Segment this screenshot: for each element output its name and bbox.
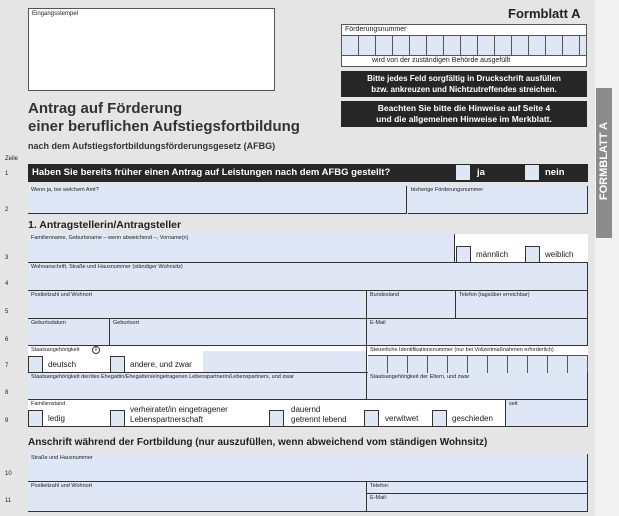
row-number: 1 — [5, 171, 9, 177]
wohnanschrift-label: Wohnanschrift, Straße und Hausnummer (ständiger Wohnsitz) — [31, 264, 183, 270]
row-number: 3 — [5, 255, 9, 261]
steuer-id-label: Steuerliche Identifikationsnummer (nur bei Vollzeitmaßnahmen erforderlich) — [370, 347, 554, 353]
verwitwet-checkbox[interactable] — [364, 410, 379, 427]
geburtsort-label: Geburtsort — [113, 320, 139, 326]
row-number: 5 — [5, 309, 9, 315]
deutsch-label: deutsch — [48, 360, 77, 369]
nein-checkbox[interactable] — [525, 165, 539, 180]
side-tab-bar — [596, 88, 612, 238]
bisherige-foerderungsnummer-field[interactable] — [408, 186, 588, 214]
instruction-1-line-1: Bitte jedes Feld sorgfältig in Druckschrift ausfüllen — [367, 74, 561, 83]
email-field[interactable] — [367, 319, 588, 346]
seit-field[interactable] — [505, 400, 588, 427]
email-label: E-Mail — [370, 320, 386, 326]
geburtsort-field[interactable] — [110, 319, 367, 346]
geschieden-label: geschieden — [452, 414, 493, 423]
row-number: 4 — [5, 281, 9, 287]
getrennt-label-line-2: getrennt lebend — [291, 415, 347, 424]
maennlich-checkbox[interactable] — [456, 246, 471, 263]
staatsang-ehegatte-label: Staatsangehörigkeit der/des Ehegattin/Ehegatten/eingetragenen Lebenspartnerin/Lebenspartners, und zwar — [31, 374, 294, 380]
verheiratet-label-line-1: verheiratet/in eingetragener — [130, 405, 228, 414]
side-tab — [595, 0, 619, 516]
instruction-box-2 — [341, 101, 587, 127]
geburtsdatum-field[interactable] — [28, 319, 110, 346]
staatsang-eltern-label: Staatsangehörigkeit der Eltern, und zwar — [370, 374, 470, 380]
getrennt-checkbox[interactable] — [269, 410, 284, 427]
row-number: 8 — [5, 390, 9, 396]
row-number: 2 — [5, 207, 9, 213]
andere-staatsangehoerigkeit-input[interactable] — [203, 351, 367, 373]
staatsang-eltern-field[interactable] — [367, 373, 588, 400]
fortbildung-strasse-field[interactable] — [28, 454, 588, 482]
instruction-1-line-2: bzw. ankreuzen und Nichtzutreffendes streichen. — [371, 85, 557, 94]
zeile-label: Zeile — [5, 156, 19, 162]
weiblich-checkbox[interactable] — [525, 246, 540, 263]
instruction-2-line-1: Beachten Sie bitte die Hinweise auf Seite 4 — [377, 103, 551, 113]
geburtsdatum-label: Geburtsdatum — [31, 320, 66, 326]
fortbildung-telefon-field[interactable] — [367, 482, 588, 494]
plz-wohnort-label: Postleitzahl und Wohnort — [31, 292, 93, 298]
behoerde-note: wird von der zuständigen Behörde ausgefüllt — [372, 57, 511, 64]
fortbildung-email-field[interactable] — [367, 494, 588, 512]
verheiratet-label-line-2: Lebenspartnerschaft — [130, 415, 203, 424]
info-icon[interactable] — [92, 346, 100, 354]
row-number: 10 — [5, 471, 12, 477]
geschieden-checkbox[interactable] — [432, 410, 447, 427]
row-number: 6 — [5, 337, 9, 343]
amt-field[interactable] — [28, 186, 407, 214]
section-1-title: 1. Antragstellerin/Antragsteller — [28, 219, 182, 231]
plz-wohnort-field[interactable] — [28, 291, 367, 319]
steuer-id-cells[interactable] — [368, 355, 588, 373]
fortbildung-strasse-label: Straße und Hausnummer — [31, 455, 93, 461]
staatsang-ehegatte-field[interactable] — [28, 373, 367, 400]
amt-label: Wenn ja, bei welchem Amt? — [31, 187, 99, 193]
info-icon-glyph: i — [95, 347, 97, 353]
fortbildung-telefon-label: Telefon: — [370, 483, 390, 489]
verheiratet-checkbox[interactable] — [110, 410, 125, 427]
row-number: 7 — [5, 363, 9, 369]
staatsangehoerigkeit-label: Staatsangehörigkeit — [31, 347, 80, 353]
ledig-label: ledig — [48, 414, 65, 423]
instruction-2-line-2: und die allgemeinen Hinweise im Merkblatt. — [376, 114, 552, 124]
weiblich-label: weiblich — [545, 250, 574, 259]
ja-label: ja — [477, 167, 485, 178]
wohnanschrift-field[interactable] — [28, 263, 588, 291]
andere-label: andere, und zwar — [130, 360, 192, 369]
form-subtitle: nach dem Aufstiegsfortbildungsförderungsgesetz (AFBG) — [28, 141, 276, 151]
maennlich-label: männlich — [476, 250, 509, 259]
getrennt-label-line-1: dauernd — [291, 405, 321, 414]
row-number: 9 — [5, 418, 9, 424]
form-title-line-1: Antrag auf Förderung — [28, 100, 183, 117]
seit-label: seit — [509, 401, 518, 407]
fortbildung-plz-field[interactable] — [28, 482, 367, 512]
bundesland-field[interactable] — [367, 291, 456, 319]
question-1-bar — [28, 164, 588, 182]
question-1-text: Haben Sie bereits früher einen Antrag auf Leistungen nach dem AFBG gestellt? — [32, 167, 391, 178]
telefon-field[interactable] — [456, 291, 588, 319]
telefon-label: Telefon (tagsüber erreichbar) — [459, 292, 530, 298]
instruction-box-1 — [341, 71, 587, 97]
verwitwet-label: verwitwet — [385, 414, 419, 423]
foerderungsnummer-label: Förderungsnummer — [345, 26, 407, 33]
ja-checkbox[interactable] — [456, 165, 470, 180]
side-tab-label: FORMBLATT A — [598, 121, 610, 201]
familienname-label: Familienname, Geburtsname – wenn abweichend –, Vorname(n) — [31, 235, 189, 241]
ledig-checkbox[interactable] — [28, 410, 43, 427]
fortbildung-email-label: E-Mail: — [370, 495, 388, 501]
foerderungsnummer-cells[interactable] — [342, 35, 586, 56]
eingangsstempel-label: Eingangsstempel — [32, 11, 79, 17]
deutsch-checkbox[interactable] — [28, 356, 43, 373]
nein-label: nein — [545, 167, 565, 178]
section-2-title: Anschrift während der Fortbildung (nur auszufüllen, wenn abweichend vom ständigen Wohnsitz) — [28, 437, 488, 448]
bundesland-label: Bundesland — [370, 292, 400, 298]
foerderungsnummer-field[interactable] — [341, 24, 587, 67]
bisherige-foerderungsnummer-label: bisherige Förderungsnummer — [411, 187, 484, 193]
andere-checkbox[interactable] — [110, 356, 125, 373]
eingangsstempel-box — [28, 8, 275, 91]
row-number: 11 — [5, 498, 12, 504]
familienstand-label: Familienstand — [31, 401, 66, 407]
fortbildung-plz-label: Postleitzahl und Wohnort — [31, 483, 93, 489]
form-title-line-2: einer beruflichen Aufstiegsfortbildung — [28, 118, 300, 135]
formblatt-title: Formblatt A — [508, 6, 581, 21]
familienname-field[interactable] — [28, 234, 455, 263]
